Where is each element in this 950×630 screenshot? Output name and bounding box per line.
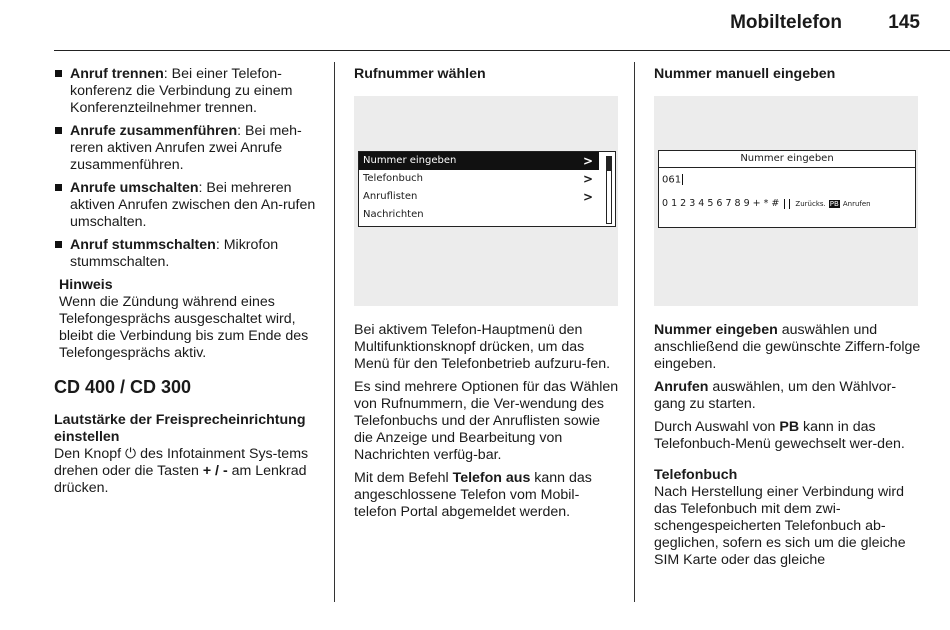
bullet-square-icon bbox=[55, 70, 62, 77]
bullet-item bbox=[54, 237, 322, 271]
menu-scrollbar[interactable] bbox=[606, 156, 612, 224]
volume-text-a: Den Knopf ⏻ des Infotainment Sys-tems drehen oder die Tasten bbox=[54, 446, 309, 479]
menu-item-label: Nachrichten bbox=[363, 209, 424, 220]
text: kann das angeschlossene Telefon vom Mobil-telefon Portal abgemeldet werden. bbox=[354, 470, 592, 520]
text: Mit dem Befehl bbox=[354, 470, 453, 486]
bullet-text: : Bei meh-reren aktiven Anrufen zwei Anrufe zusammenführen. bbox=[70, 123, 302, 173]
volume-text-b: am Lenkrad drücken. bbox=[54, 463, 307, 496]
column-divider-2 bbox=[634, 62, 635, 602]
paragraph: Es sind mehrere Optionen für das Wählen von Rufnummern, die Ver-wendung des Telefonbuchs und der Anruflisten sowie die Anzeige und Bearbeitung von Nachrichten verfüg-bar. bbox=[354, 379, 619, 463]
subsection-title: Telefonbuch bbox=[654, 467, 738, 483]
bullet-item bbox=[54, 66, 322, 117]
text: auswählen, um den Wählvor-gang zu starten. bbox=[654, 379, 897, 412]
section-title: CD 400 / CD 300 bbox=[54, 377, 192, 397]
text-cursor bbox=[682, 174, 683, 185]
paragraph: Nach Herstellung einer Verbindung wird das Telefonbuch mit dem zwi-schengespeicherten Telefonbuch ab-geglichen, sofern es sich um die gleiche SIM Karte oder das gleiche bbox=[654, 484, 906, 568]
menu-item-label: Anruflisten bbox=[363, 191, 418, 202]
paragraph bbox=[354, 470, 620, 521]
menu-item-nummer-eingeben[interactable] bbox=[359, 152, 599, 170]
cursor-right-icon[interactable] bbox=[789, 199, 790, 209]
column-3 bbox=[654, 66, 924, 83]
chevron-right-icon: > bbox=[582, 172, 593, 186]
header-rule bbox=[54, 50, 950, 51]
note-text: Wenn die Zündung während eines Telefongesprächs ausgeschaltet wird, bleibt die Verbindung bis zum Ende des Telefongesprächs aktiv. bbox=[59, 294, 309, 361]
paragraph bbox=[654, 379, 924, 413]
command-telefon-aus: Telefon aus bbox=[452, 470, 531, 486]
term-nummer-eingeben: Nummer eingeben bbox=[654, 322, 778, 338]
phonebook-key[interactable]: PB bbox=[829, 200, 839, 208]
menu-item-label: Telefonbuch bbox=[363, 173, 423, 184]
bullet-term: Anrufe zusammenführen bbox=[70, 123, 238, 139]
bullet-square-icon bbox=[55, 127, 62, 134]
bullet-square-icon bbox=[55, 241, 62, 248]
column-2 bbox=[354, 66, 620, 83]
keypad-row bbox=[659, 192, 915, 209]
menu-item-telefonbuch[interactable] bbox=[359, 170, 599, 188]
bullet-square-icon bbox=[55, 184, 62, 191]
cursor-left-icon[interactable] bbox=[784, 199, 785, 209]
page-number: 145 bbox=[888, 12, 920, 33]
menu-item-nachrichten[interactable] bbox=[359, 206, 599, 224]
paragraph bbox=[654, 322, 924, 373]
paragraph bbox=[654, 419, 924, 453]
phone-menu bbox=[358, 151, 616, 227]
volume-keys: + / - bbox=[202, 463, 228, 479]
screen-title: Nummer eingeben bbox=[659, 151, 915, 168]
text: auswählen und anschließend die gewünschte Ziffern-folge eingeben. bbox=[654, 322, 921, 372]
page-header-title: Mobiltelefon bbox=[730, 12, 842, 33]
bullet-item bbox=[54, 180, 322, 231]
call-key[interactable]: Anrufen bbox=[842, 200, 871, 208]
bullet-term: Anruf stummschalten bbox=[70, 237, 216, 253]
back-key[interactable]: Zurücks. bbox=[795, 200, 826, 208]
scrollbar-thumb[interactable] bbox=[607, 157, 611, 171]
bullet-term: Anruf trennen bbox=[70, 66, 164, 82]
column-divider-1 bbox=[334, 62, 335, 602]
bullet-text: : Bei einer Telefon-konferenz die Verbindung zu einem Konferenzteilnehmer trennen. bbox=[70, 66, 293, 116]
number-entry-screenshot bbox=[654, 96, 918, 306]
text: kann in das Telefonbuch-Menü gewechselt wer-den. bbox=[654, 419, 905, 452]
note-title: Hinweis bbox=[59, 277, 113, 293]
note-box bbox=[54, 277, 322, 362]
column-3-text bbox=[654, 322, 924, 569]
bullet-term: Anrufe umschalten bbox=[70, 180, 199, 196]
term-anrufen: Anrufen bbox=[654, 379, 709, 395]
volume-paragraph bbox=[54, 446, 322, 497]
number-entry-screen bbox=[658, 150, 916, 228]
menu-screenshot bbox=[354, 96, 618, 306]
column-1 bbox=[54, 66, 322, 497]
term-pb: PB bbox=[779, 419, 800, 435]
number-input[interactable] bbox=[659, 168, 915, 192]
menu-item-anruflisten[interactable] bbox=[359, 188, 599, 206]
digit-keys[interactable]: 0 1 2 3 4 5 6 7 8 9 + * # bbox=[662, 198, 780, 209]
subsection-title: Lautstärke der Freisprecheinrichtung einstellen bbox=[54, 412, 306, 445]
paragraph: Bei aktivem Telefon-Hauptmenü den Multifunktionsknopf drücken, um das Menü für den Telefonbetrieb aufzuru-fen. bbox=[354, 322, 611, 372]
section-heading: Nummer manuell eingeben bbox=[654, 66, 836, 82]
menu-item-label: Nummer eingeben bbox=[363, 155, 457, 166]
chevron-right-icon: > bbox=[582, 154, 593, 168]
text: Durch Auswahl von bbox=[654, 419, 780, 435]
column-2-text bbox=[354, 322, 620, 521]
section-heading: Rufnummer wählen bbox=[354, 66, 486, 82]
bullet-item bbox=[54, 123, 322, 174]
bullet-text: : Bei mehreren aktiven Anrufen zwischen den An-rufen umschalten. bbox=[70, 180, 316, 230]
bullet-text: : Mikrofon stummschalten. bbox=[70, 237, 279, 270]
chevron-right-icon: > bbox=[582, 190, 593, 204]
number-value: 061 bbox=[662, 174, 682, 186]
